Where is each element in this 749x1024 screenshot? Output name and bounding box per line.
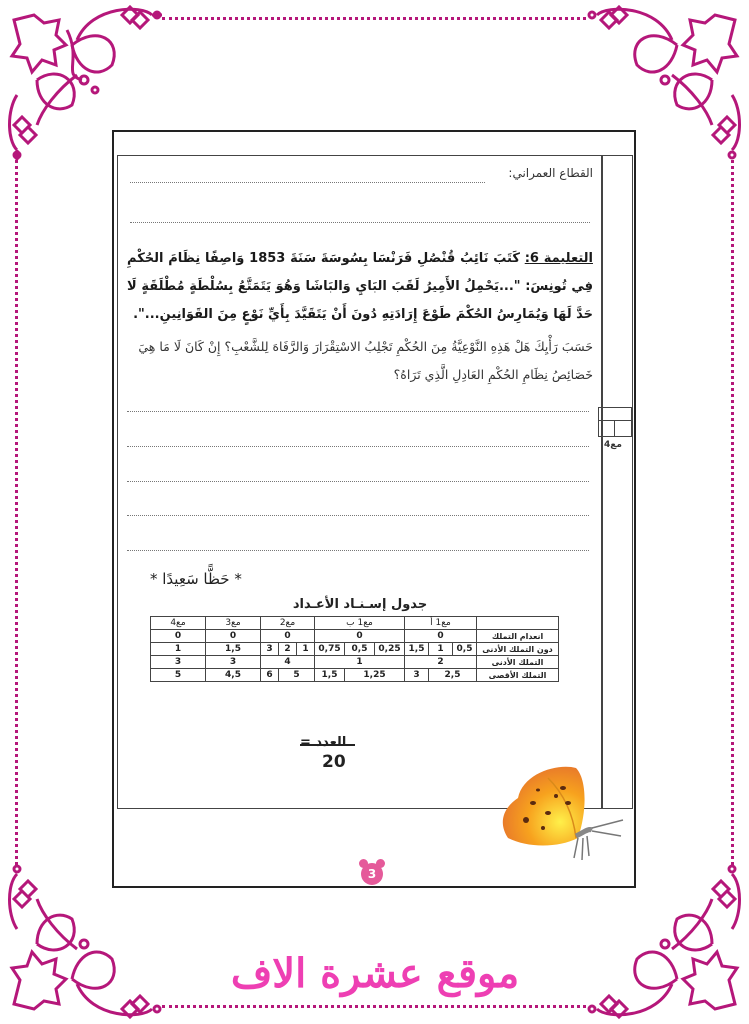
grading-margin-divider xyxy=(601,155,603,809)
instruction-block xyxy=(127,245,593,329)
table-cell: 0 xyxy=(261,630,315,643)
table-cell: 3 xyxy=(261,643,279,656)
header-cell: مع2 xyxy=(261,617,315,630)
table-cell: 5 xyxy=(279,669,315,682)
table-cell: 0,5 xyxy=(345,643,375,656)
score-label-text: العدد = xyxy=(300,735,347,750)
table-cell: 6 xyxy=(261,669,279,682)
table-row xyxy=(151,643,559,656)
table-row xyxy=(151,656,559,669)
row-label: التملك الأقصى xyxy=(477,669,559,682)
answer-line[interactable] xyxy=(127,411,589,412)
table-cell: 3 xyxy=(206,656,261,669)
answer-line[interactable] xyxy=(127,515,589,516)
frame-dotted-border-right xyxy=(731,160,734,865)
table-cell: 1 xyxy=(315,656,405,669)
criterion-label: مع4 xyxy=(604,440,622,450)
answer-line[interactable] xyxy=(127,550,589,551)
page-number-badge: 3 xyxy=(361,863,383,885)
table-cell: 1 xyxy=(429,643,453,656)
answer-line[interactable] xyxy=(127,446,589,447)
table-cell: 0 xyxy=(405,630,477,643)
table-cell: 5 xyxy=(151,669,206,682)
header-cell xyxy=(477,617,559,630)
table-cell: 4 xyxy=(261,656,315,669)
frame-dotted-border-top xyxy=(162,17,586,20)
question-text: حَسَبَ رَأْيِكَ هَلْ هَذِهِ النَّوْعِيَّةُ مِنَ الحُكْمِ تَجْلِبُ الاسْتِقْرَارَ وَالرَّفَاهَ لِلشَّعْبِ؟ إِنْ كَانَ لَا مَا هِيَ خَصَائِصُ نِظَامِ الحُكْمِ العَادِلِ الَّذِي تَرَاهُ؟ xyxy=(138,339,593,382)
answer-line[interactable] xyxy=(130,182,485,183)
score-denominator: 20 xyxy=(322,752,346,772)
score-label xyxy=(300,735,346,750)
row-label: التملك الأدنى xyxy=(477,656,559,669)
table-row xyxy=(151,669,559,682)
table-cell: 3 xyxy=(151,656,206,669)
table-cell: 0,25 xyxy=(375,643,405,656)
grading-table xyxy=(150,616,559,682)
table-cell: 1,5 xyxy=(206,643,261,656)
instruction-text: كَتَبَ نَائِبُ قُنْصُلِ فَرَنْسَا بِسُوسَةَ سَنَةَ 1853 وَاصِفًا نِظَامَ الحُكْمِ فِي تُونِسَ: "...يَحْمِلُ الأَمِيرُ لَقَبَ البَايِ وَالبَاشَا وَهُوَ يَتَمَتَّعُ بِسُلْطَةٍ مُطْلَقَةٍ لَا حَدَّ لَهَا وَيُمَارِسُ الحُكْمَ طَوْعَ إِرَادَتِهِ دُونَ أَنْ يَتَقَيَّدَ بِأَيِّ نَوْعٍ مِنَ القَوَانِينِ...". xyxy=(127,251,593,322)
table-header-row xyxy=(151,617,559,630)
butterfly-illustration-icon xyxy=(488,758,628,868)
table-row xyxy=(151,630,559,643)
header-cell: مع1 ب xyxy=(315,617,405,630)
header-cell: مع1 أ xyxy=(405,617,477,630)
table-cell: 1 xyxy=(151,643,206,656)
answer-line[interactable] xyxy=(127,481,589,482)
table-cell: 1,5 xyxy=(315,669,345,682)
score-blank-line[interactable] xyxy=(300,744,355,746)
table-cell: 0 xyxy=(151,630,206,643)
criterion-score-box xyxy=(598,407,632,437)
section-label: القطاع العمراني: xyxy=(508,166,593,180)
table-cell: 1,5 xyxy=(405,643,429,656)
table-cell: 2 xyxy=(279,643,297,656)
frame-dotted-border-bottom xyxy=(162,1005,586,1008)
table-cell: 0 xyxy=(206,630,261,643)
table-cell: 1 xyxy=(297,643,315,656)
table-cell: 0 xyxy=(315,630,405,643)
row-label: انعدام التملك xyxy=(477,630,559,643)
table-cell: 4,5 xyxy=(206,669,261,682)
row-label: دون التملك الأدنى xyxy=(477,643,559,656)
frame-dotted-border-left xyxy=(15,160,18,865)
table-cell: 2 xyxy=(405,656,477,669)
table-cell: 0,75 xyxy=(315,643,345,656)
site-watermark: موقع عشرة الاف xyxy=(230,950,520,997)
good-luck-text: * حَظًّا سَعِيدًا * xyxy=(150,570,242,588)
table-cell: 2,5 xyxy=(429,669,477,682)
table-cell: 3 xyxy=(405,669,429,682)
answer-line[interactable] xyxy=(130,222,590,223)
header-cell: مع3 xyxy=(206,617,261,630)
instruction-number: التعليمة 6: xyxy=(524,251,593,266)
table-cell: 0,5 xyxy=(453,643,477,656)
table-cell: 1,25 xyxy=(345,669,405,682)
grading-table-title: جدول إسـنـاد الأعـداد xyxy=(292,597,428,612)
header-cell: مع4 xyxy=(151,617,206,630)
